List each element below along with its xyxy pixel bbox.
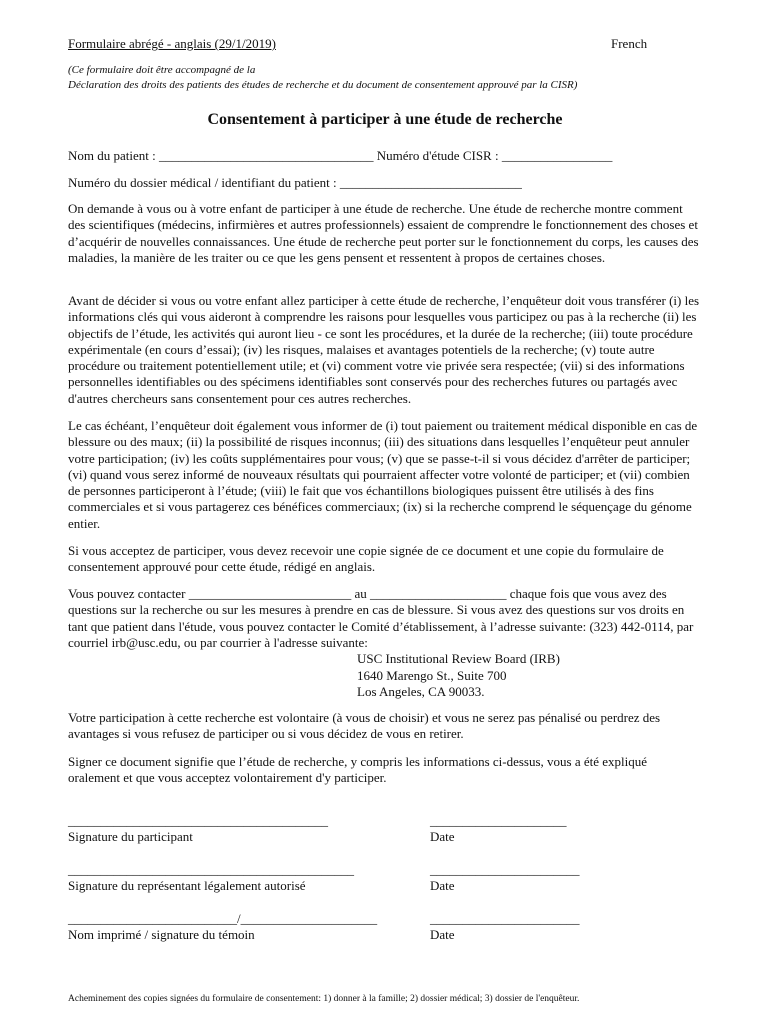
representative-signature-label: Signature du représentant légalement autorisé	[68, 878, 306, 893]
representative-signature-line: ____________________________________________	[68, 862, 354, 877]
form-note-line-1: (Ce formulaire doit être accompagné de la	[68, 64, 256, 76]
witness-signature-line: __________________________/_____________________	[68, 911, 378, 926]
language-label: French	[611, 36, 648, 51]
address-line-2: 1640 Marengo St., Suite 700	[357, 667, 507, 683]
copy-paragraph: Si vous acceptez de participer, vous devez recevoir une copie signée de ce document et une copie du formulaire de consentement approuvé pour cette étude, rédigé en anglais.	[68, 543, 664, 575]
participant-date-line: _____________________	[430, 813, 567, 828]
witness-date-line: _______________________	[430, 911, 580, 926]
irb-address	[357, 651, 560, 701]
distribution-footer: Acheminement des copies signées du formulaire de consentement: 1) donner à la famille; 2) dossier médical; 3) dossier de l'enquêteur.	[68, 994, 580, 1004]
witness-date-label: Date	[430, 927, 455, 942]
participant-date-label: Date	[430, 829, 455, 844]
participant-signature-line: ________________________________________	[68, 813, 328, 828]
form-note	[68, 63, 708, 93]
participant-signature-label: Signature du participant	[68, 829, 193, 844]
voluntary-paragraph: Votre participation à cette recherche est volontaire (à vous de choisir) et vous ne serez pas pénalisé ou perdrez des avantages si vous refusez de participer ou si vous décidez de vous en retirer.	[68, 710, 661, 742]
contact-paragraph: Vous pouvez contacter _________________________ au _____________________ chaque fois que vous avez des questions sur la recherche ou sur les mesures à prendre en cas de blessure. Si vous avez des questions sur vos droits en tant que patient dans l'étude, vous pouvez contacter le Comité d’établissement, à l’adresse suivante: (323) 442-0114, par courriel irb@usc.edu, ou par courrier à l'adresse suivante:	[68, 586, 694, 650]
witness-signature-label: Nom imprimé / signature du témoin	[68, 927, 255, 942]
form-version-label: Formulaire abrégé - anglais (29/1/2019)	[68, 36, 276, 51]
additional-info-paragraph: Le cas échéant, l’enquêteur doit également vous informer de (i) tout paiement ou traitement médical disponible en cas de blessure ou des maux; (ii) la possibilité de risques inconnus; (iii) des situations dans lesquelles l’enquêteur peut annuler votre participation; (iv) les coûts supplémentaires pour vous; (v) que se passe-t-il si vous décidez d'arrêter de participer; (vi) quand vous serez informé de nouveaux résultats qui pourraient affecter votre volonté de participer; et (vii) combien de personnes participeront à l’étude; (viii) le fait que vos échantillons biologiques puissent être utilisés à des fins commerciales et si vous partagerez ces bénéfices commerciaux; (ix) si la recherche comprend le séquençage du génome entier.	[68, 418, 698, 531]
document-title: Consentement à participer à une étude de recherche	[207, 111, 563, 128]
medical-record-field: Numéro du dossier médical / identifiant du patient : ____________________________	[68, 175, 522, 190]
investigator-duties-paragraph: Avant de décider si vous ou votre enfant allez participer à cette étude de recherche, l’enquêteur doit vous transférer (i) les informations clés qui vous aideront à comprendre les raisons pour lesquelles vous participez ou pas à la recherche (ii) les objectifs de l’étude, les activités qui auront lieu - ce sont les procédures, et la durée de la recherche; (iii) toute procédure expérimentale (en cours d’essai); (iv) les risques, malaises et avantages potentiels de la recherche; (v) toute autre procédure ou traitement potentiellement utile; et (vi) comment votre vie privée sera respectée; (vii) si des informations personnelles identifiables ou des spécimens identifiables sont conservés pour des recherches futures ou partagés avec d'autres chercheurs sans consentement pour ces autres recherches.	[68, 293, 700, 406]
patient-name-field: Nom du patient : _________________________________ Numéro d'étude CISR : _________________	[68, 148, 613, 163]
intro-paragraph: On demande à vous ou à votre enfant de participer à une étude de recherche. Une étude de recherche montre comment des scientifiques (médecins, infirmières et autres professionnels) essaient de comprendre le fonctionnement des choses et d’acquérir de nouvelles connaissances. Une étude de recherche peut porter sur le fonctionnement du corps, les causes des maladies, la manière de les traiter ou ce que les gens pensent et ressentent à propos de certaines choses.	[68, 201, 699, 265]
address-line-1: USC Institutional Review Board (IRB)	[357, 651, 560, 666]
address-line-3: Los Angeles, CA 90033.	[357, 684, 485, 699]
representative-date-label: Date	[430, 878, 455, 893]
signing-meaning-paragraph: Signer ce document signifie que l’étude de recherche, y compris les informations ci-dessus, vous a été expliqué oralement et que vous acceptez volontairement d'y participer.	[68, 754, 648, 786]
representative-date-line: _______________________	[430, 862, 580, 877]
form-note-line-2: Déclaration des droits des patients des études de recherche et du document de consentement approuvé par la CISR)	[68, 79, 578, 91]
